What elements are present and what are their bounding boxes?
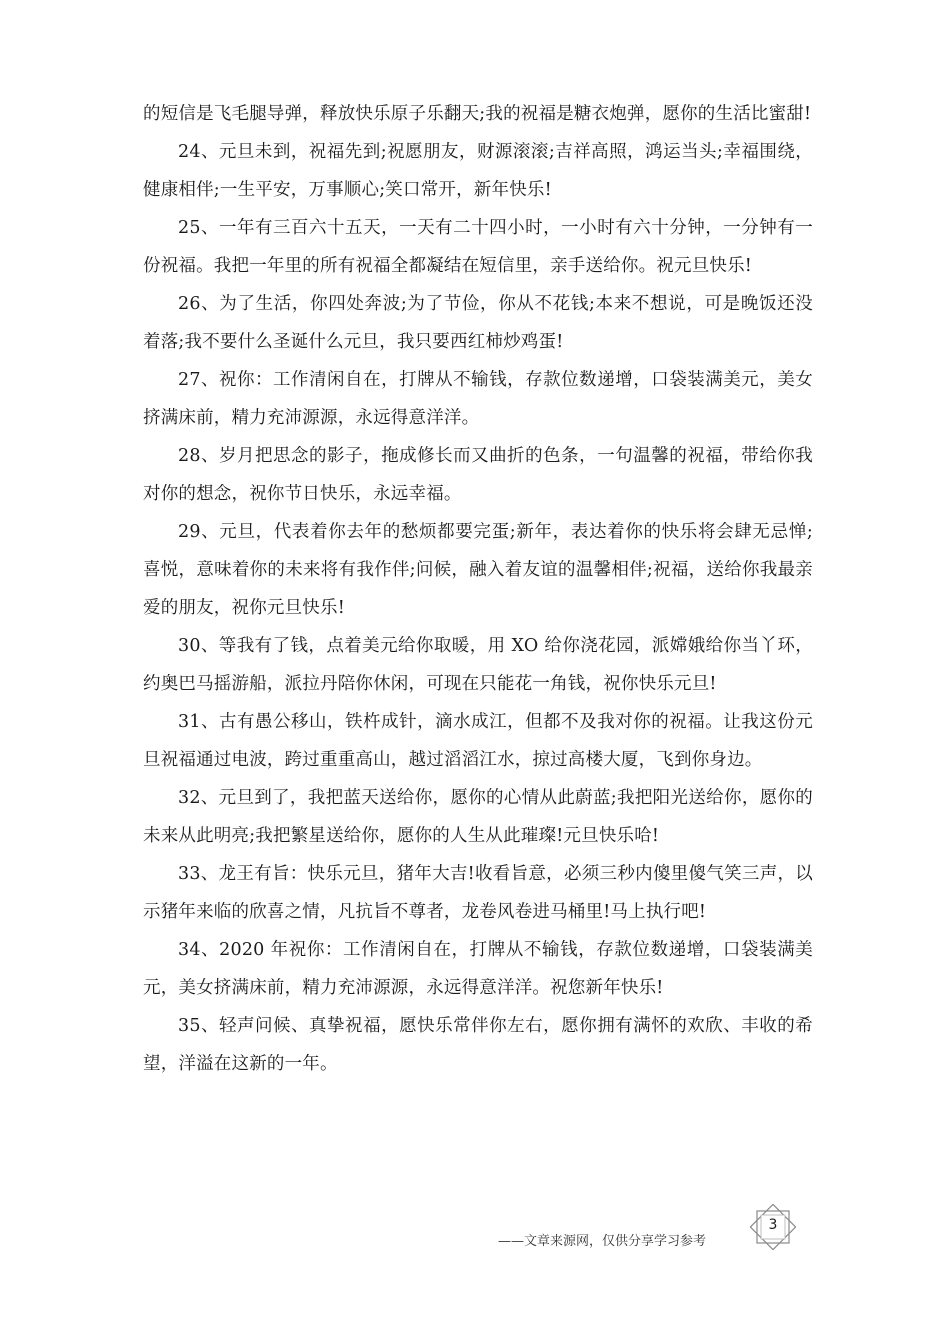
paragraph: 28、岁月把思念的影子，拖成修长而又曲折的色条，一句温馨的祝福，带给你我对你的想念，祝你节日快乐，永远幸福。 — [143, 446, 813, 504]
paragraph: 35、轻声问候、真挚祝福，愿快乐常伴你左右，愿你拥有满怀的欢欣、丰收的希望，洋溢在这新的一年。 — [143, 1016, 813, 1074]
page-number: 3 — [768, 1217, 778, 1233]
paragraph: 29、元旦，代表着你去年的愁烦都要完蛋;新年，表达着你的快乐将会肆无忌惮;喜悦，意味着你的未来将有我作伴;问候，融入着友谊的温馨相伴;祝福，送给你我最亲爱的朋友，祝你元旦快乐! — [143, 522, 813, 618]
page-number-badge — [750, 1204, 796, 1250]
document-body — [143, 95, 813, 1083]
paragraph: 24、元旦未到，祝福先到;祝愿朋友，财源滚滚;吉祥高照，鸿运当头;幸福围绕，健康相伴;一生平安，万事顺心;笑口常开，新年快乐! — [143, 142, 813, 200]
paragraph: 的短信是飞毛腿导弹，释放快乐原子乐翻天;我的祝福是糖衣炮弹，愿你的生活比蜜甜! — [143, 104, 812, 124]
paragraph: 33、龙王有旨：快乐元旦，猪年大吉!收看旨意，必须三秒内傻里傻气笑三声，以示猪年来临的欣喜之情，凡抗旨不尊者，龙卷风卷进马桶里!马上执行吧! — [143, 864, 813, 922]
paragraph: 27、祝你：工作清闲自在，打牌从不输钱，存款位数递增，口袋装满美元，美女挤满床前，精力充沛源源，永远得意洋洋。 — [143, 370, 813, 428]
paragraph: 30、等我有了钱，点着美元给你取暖，用 XO 给你浇花园，派嫦娥给你当丫环，约奥巴马摇游船，派拉丹陪你休闲，可现在只能花一角钱，祝你快乐元旦! — [143, 636, 813, 694]
paragraph: 31、古有愚公移山，铁杵成针，滴水成江，但都不及我对你的祝福。让我这份元旦祝福通过电波，跨过重重高山，越过滔滔江水，掠过高楼大厦，飞到你身边。 — [143, 712, 813, 770]
paragraph: 34、2020 年祝你：工作清闲自在，打牌从不输钱，存款位数递增，口袋装满美元，美女挤满床前，精力充沛源源，永远得意洋洋。祝您新年快乐! — [143, 940, 813, 998]
footer-source-note: ——文章来源网，仅供分享学习参考 — [498, 1234, 707, 1249]
paragraph: 26、为了生活，你四处奔波;为了节俭，你从不花钱;本来不想说，可是晚饭还没着落;我不要什么圣诞什么元旦，我只要西红柿炒鸡蛋! — [143, 294, 813, 352]
paragraph: 25、一年有三百六十五天，一天有二十四小时，一小时有六十分钟，一分钟有一份祝福。我把一年里的所有祝福全都凝结在短信里，亲手送给你。祝元旦快乐! — [143, 218, 813, 276]
paragraph: 32、元旦到了，我把蓝天送给你，愿你的心情从此蔚蓝;我把阳光送给你，愿你的未来从此明亮;我把繁星送给你，愿你的人生从此璀璨!元旦快乐哈! — [143, 788, 813, 846]
